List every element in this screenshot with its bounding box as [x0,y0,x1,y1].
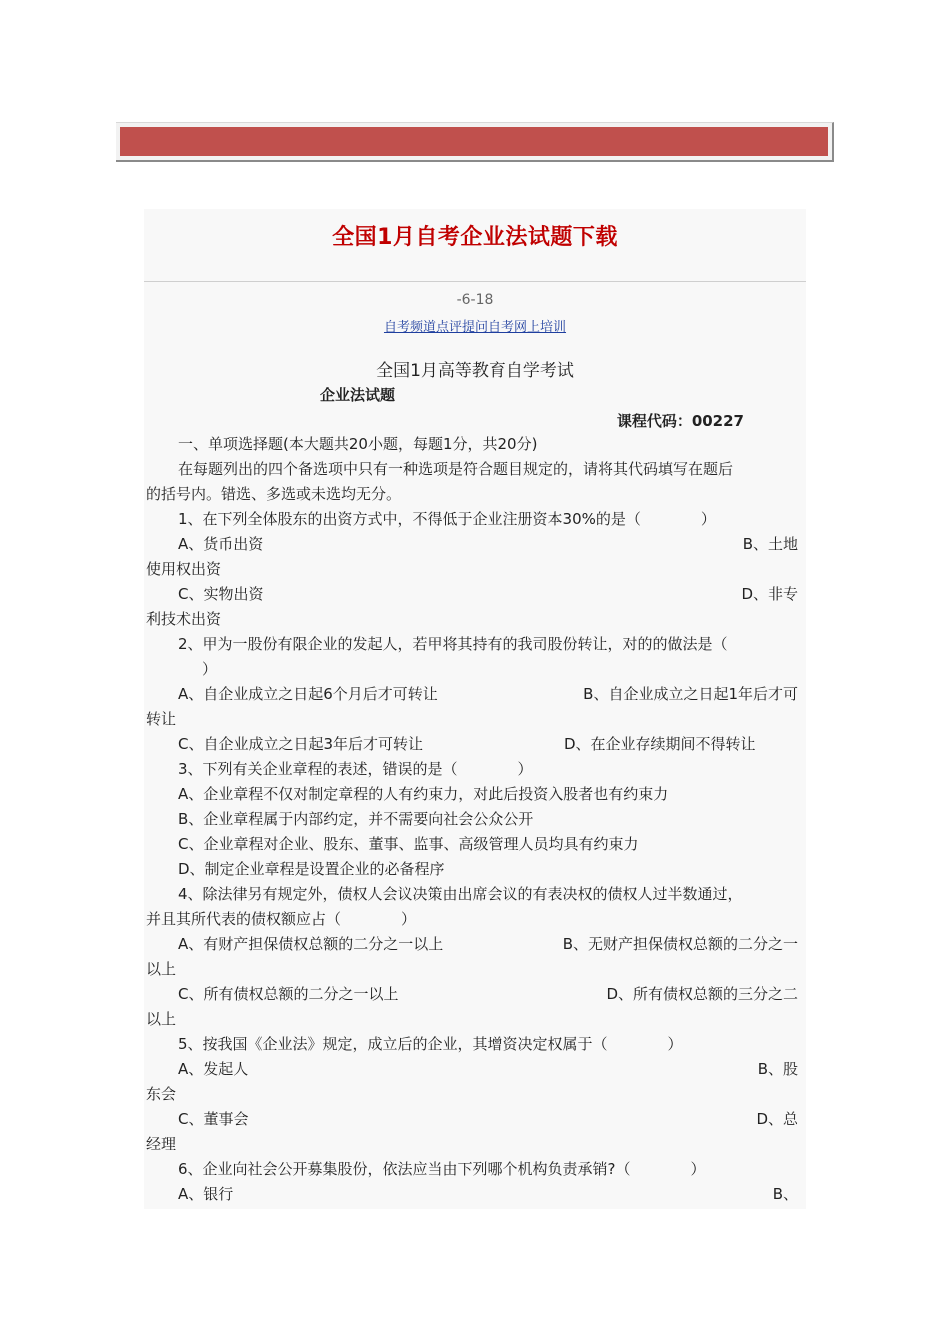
q2-option-a: A、自企业成立之日起6个月后才可转让 [178,685,438,703]
q1-option-b: B、土地 [742,535,798,553]
q1-option-d: D、非专 [741,585,798,603]
q5-option-d: D、总 [756,1110,798,1128]
q1-options-row-2 [146,582,798,607]
instructions-line-2: 的括号内。错选、多选或未选均无分。 [146,485,402,503]
q4-option-d: D、所有债权总额的三分之二 [606,985,798,1003]
q2-option-c: C、自企业成立之日起3年后才可转让 [178,735,424,753]
subject-title: 企业法试题 [320,386,396,404]
question-5: 5、按我国《企业法》规定，成立后的企业，其增资决定权属于（ ） [178,1035,683,1053]
q3-option-d: D、制定企业章程是设置企业的必备程序 [178,860,445,878]
q2-option-d: D、在企业存续期间不得转让 [564,735,756,753]
link-online-training[interactable]: 自考网上培训 [488,320,567,335]
question-2: 2、甲为一股份有限企业的发起人，若甲将其持有的我司股份转让，对的的做法是（ [178,635,728,653]
q4-option-c: C、所有债权总额的二分之一以上 [178,985,399,1003]
q1-option-a: A、货币出资 [178,535,264,553]
publish-date: -6-18 [456,292,494,308]
q1-options-row-1 [146,532,798,557]
q4-option-b-wrap: 以上 [146,960,177,978]
q4-option-d-wrap: 以上 [146,1010,177,1028]
q4-option-a: A、有财产担保债权总额的二分之一以上 [178,935,444,953]
q5-option-d-wrap: 经理 [146,1135,177,1153]
q3-option-b: B、企业章程属于内部约定，并不需要向社会公众公开 [178,810,534,828]
q5-options-row-1 [146,1057,798,1082]
q4-options-row-1 [146,932,798,957]
q3-option-a: A、企业章程不仅对制定章程的人有约束力，对此后投资入股者也有约束力 [178,785,669,803]
q5-option-a: A、发起人 [178,1060,249,1078]
channel-links [144,316,806,334]
link-comment[interactable]: 点评 [435,320,462,335]
q2-option-b-wrap: 转让 [146,710,177,728]
q6-option-b: B、 [772,1185,798,1203]
q6-option-a: A、银行 [178,1185,234,1203]
article-panel [144,209,806,1209]
q5-option-c: C、董事会 [178,1110,249,1128]
section-heading: 一、单项选择题(本大题共20小题，每题1分，共20分) [178,435,538,453]
question-4-wrap: 并且其所代表的债权额应占（ ） [146,910,417,928]
link-channel[interactable]: 自考频道 [383,320,436,335]
q6-options-row-1 [146,1182,798,1207]
q2-option-b: B、自企业成立之日起1年后才可 [583,685,798,703]
q5-options-row-2 [146,1107,798,1132]
q5-option-b: B、股 [757,1060,798,1078]
q1-option-c: C、实物出资 [178,585,264,603]
article-title: 全国1月自考企业法试题下载 [332,224,618,250]
question-1: 1、在下列全体股东的出资方式中，不得低于企业注册资本30%的是（ ） [178,510,716,528]
course-code: 课程代码：00227 [616,412,744,430]
banner-red-bar [120,127,828,156]
header-banner [116,122,834,162]
link-question[interactable]: 提问 [462,320,489,335]
q5-option-b-wrap: 东会 [146,1085,177,1103]
q4-option-b: B、无财产担保债权总额的二分之一 [562,935,798,953]
q4-options-row-2 [146,982,798,1007]
question-3: 3、下列有关企业章程的表述，错误的是（ ） [178,760,533,778]
question-6: 6、企业向社会公开募集股份，依法应当由下列哪个机构负责承销?（ ） [178,1160,706,1178]
question-4: 4、除法律另有规定外，债权人会议决策由出席会议的有表决权的债权人过半数通过， [178,885,743,903]
instructions-line-1: 在每题列出的四个备选项中只有一种选项是符合题目规定的，请将其代码填写在题后 [178,460,734,478]
q2-options-row-2 [146,732,798,757]
title-area [144,209,806,282]
q1-option-b-wrap: 使用权出资 [146,560,222,578]
q2-close-paren: ） [202,660,218,678]
q1-option-d-wrap: 利技术出资 [146,610,222,628]
q2-options-row-1 [146,682,798,707]
exam-body [144,432,806,1207]
exam-title: 全国1月高等教育自学考试 [376,361,574,381]
q3-option-c: C、企业章程对企业、股东、董事、监事、高级管理人员均具有约束力 [178,835,639,853]
